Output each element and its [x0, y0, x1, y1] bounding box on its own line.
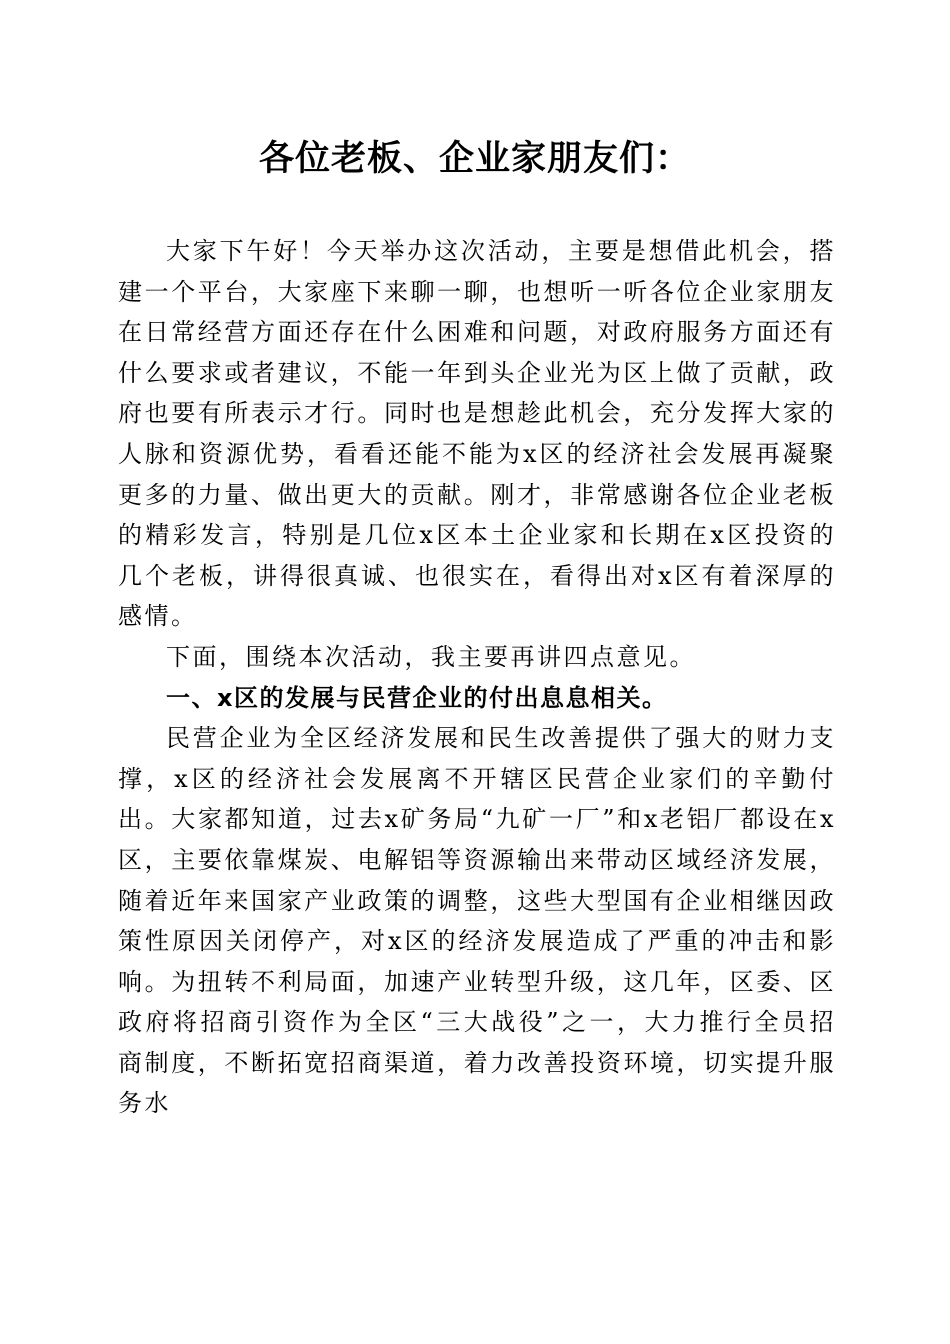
- section-heading-1: 一、x区的发展与民营企业的付出息息相关。: [166, 683, 668, 712]
- paragraph-intro-points: 下面，围绕本次活动，我主要再讲四点意见。: [166, 642, 696, 671]
- document-body: [118, 231, 836, 1124]
- document-title: 各位老板、企业家朋友们：: [258, 138, 691, 179]
- paragraph-section-1: 民营企业为全区经济发展和民生改善提供了强大的财力支撑，x区的经济社会发展离不开辖区民营企业家们的辛勤付出。大家都知道，过去x矿务局“九矿一厂”和x老铝厂都设在x区，主要依靠煤炭、电解铝等资源输出来带动区域经济发展，随着近年来国家产业政策的调整，这些大型国有企业相继因政策性原因关闭停产，对x区的经济发展造成了严重的冲击和影响。为扭转不利局面，加速产业转型升级，这几年，区委、区政府将招商引资作为全区“三大战役”之一，大力推行全员招商制度，不断拓宽招商渠道，着力改善投资环境，切实提升服务水: [118, 724, 836, 1118]
- paragraph-opening: 大家下午好！今天举办这次活动，主要是想借此机会，搭建一个平台，大家座下来聊一聊，也想听一听各位企业家朋友在日常经营方面还存在什么困难和问题，对政府服务方面还有什么要求或者建议，不能一年到头企业光为区上做了贡献，政府也要有所表示才行。同时也是想趁此机会，充分发挥大家的人脉和资源优势，看看还能不能为x区的经济社会发展再凝聚更多的力量、做出更大的贡献。刚才，非常感谢各位企业老板的精彩发言，特别是几位x区本土企业家和长期在x区投资的几个老板，讲得很真诚、也很实在，看得出对x区有着深厚的感情。: [118, 237, 836, 631]
